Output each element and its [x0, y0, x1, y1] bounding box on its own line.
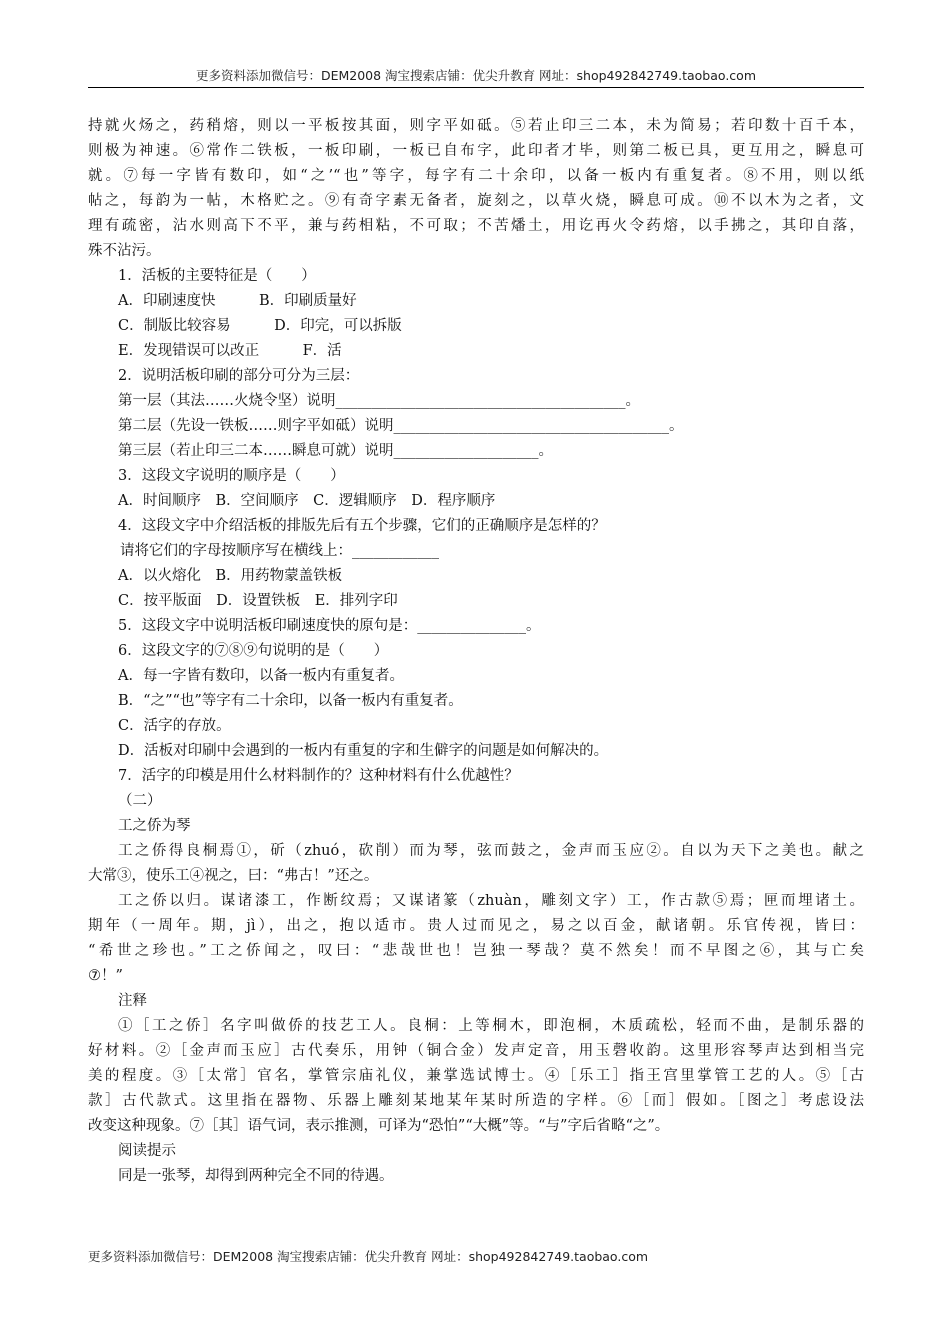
question-7: 7．活字的印模是用什么材料制作的？这种材料有什么优越性？ [118, 768, 519, 784]
question-option: A．时间顺序 B．空间顺序 C．逻辑顺序 D．程序顺序 [118, 493, 496, 509]
question-4: 4．这段文字中介绍活板的排版先后有五个步骤，它们的正确顺序是怎样的？ [118, 518, 606, 534]
questions [88, 264, 864, 789]
notes-heading: 注释 [118, 993, 147, 1009]
note-line: 款］古代款式。这里指在器物、乐器上雕刻某地某年某时所造的字样。⑥［而］假如。［图之］考虑设法 [88, 1093, 864, 1109]
question-option: A．每一字皆有数印，以备一板内有重复者。 [118, 668, 404, 684]
question-2: 2．说明活板印刷的部分可分为三层： [118, 368, 360, 384]
text-line: 工之侨得良桐焉①，斫（zhuó，砍削）而为琴，弦而鼓之，金声而玉应②。自以为天下之美也。献之 [118, 843, 864, 859]
passage-2 [88, 839, 864, 989]
question-blank-line: 第一层（其法……火烧令坚）说明________________________________________。 [118, 393, 640, 409]
question-blank-line: 第三层（若止印三二本……瞬息可就）说明____________________。 [118, 443, 553, 459]
text-line: 则极为神速。⑥常作二铁板，一板印刷，一板已自布字，此印者才毕，则第二板已具，更互用之，瞬息可 [88, 143, 864, 159]
question-option: E．发现错误可以改正 F．活 [118, 343, 342, 359]
question-option: B．“之”“也”等字有二十余印，以备一板内有重复者。 [118, 693, 463, 709]
hint-text: 同是一张琴，却得到两种完全不同的待遇。 [118, 1168, 394, 1184]
note-line: 美的程度。③［太常］官名，掌管宗庙礼仪，兼掌选试博士。④［乐工］指王宫里掌管工艺的人。⑤［古 [88, 1068, 864, 1084]
text-line: 帖之，每韵为一帖，木格贮之。⑨有奇字素无备者，旋刻之，以草火烧，瞬息可成。⑩不以木为之者，文 [88, 193, 864, 209]
question-option: C．制版比较容易 D．印完，可以拆版 [118, 318, 402, 334]
text-line: 工之侨以归。谋诸漆工，作断纹焉；又谋诸篆（zhuàn，雕刻文字）工，作古款⑤焉；匣而埋诸土。 [118, 893, 864, 909]
question-6: 6．这段文字的⑦⑧⑨句说明的是（ ） [118, 643, 389, 659]
question-3: 3．这段文字说明的顺序是（ ） [118, 468, 345, 484]
text-line: 持就火炀之，药稍熔，则以一平板按其面，则字平如砥。⑤若止印三二本，未为简易；若印数十百千本， [88, 118, 864, 134]
text-line: 大常③，使乐工④视之，曰：“弗古！”还之。 [88, 868, 379, 884]
question-1: 1．活板的主要特征是（ ） [118, 268, 316, 284]
text-line: 殊不沾污。 [88, 243, 161, 259]
section-title: 工之侨为琴 [118, 818, 191, 834]
document-body [88, 114, 864, 1189]
question-blank-line: 第二层（先设一铁板……则字平如砥）说明______________________________________。 [118, 418, 684, 434]
question-option: C．活字的存放。 [118, 718, 231, 734]
text-line: 期年（一周年。期，jì），出之，抱以适市。贵人过而见之，易之以百金，献诸朝。乐官传视，皆曰： [88, 918, 864, 934]
text-line: ⑦！” [88, 968, 123, 984]
text-line: “希世之珍也。”工之侨闻之，叹曰：“悲哉世也！岂独一琴哉？莫不然矣！而不早图之⑥，其与亡矣 [88, 943, 864, 959]
passage-1 [88, 114, 864, 264]
section-label: （二） [118, 793, 162, 809]
note-line: ①［工之侨］名字叫做侨的技艺工人。良桐：上等桐木，即泡桐，木质疏松，轻而不曲，是制乐器的 [118, 1018, 864, 1034]
header-rule [88, 87, 864, 88]
note-line: 改变这种现象。⑦［其］语气词，表示推测，可译为“恐怕”“大概”等。“与”字后省略“之”。 [88, 1118, 670, 1134]
text-line: 理有疏密，沾水则高下不平，兼与药相粘，不可取；不苦燔土，用讫再火令药熔，以手拂之，其印自落， [88, 218, 864, 234]
text-line: 就。⑦每一字皆有数印，如“之’“也”等字，每字有二十余印，以备一板内有重复者。⑧不用，则以纸 [88, 168, 864, 184]
hint-heading: 阅读提示 [118, 1143, 176, 1159]
page-footer: 更多资料添加微信号：DEM2008 淘宝搜索店铺：优尖升教育 网址：shop492842749.taobao.com [88, 1249, 649, 1264]
question-option: A．印刷速度快 B．印刷质量好 [118, 293, 357, 309]
question-option: A．以火熔化 B．用药物蒙盖铁板 [118, 568, 343, 584]
question-option: C．按平版面 D．设置铁板 E．排列字印 [118, 593, 398, 609]
notes [88, 1014, 864, 1139]
question-5: 5．这段文字中说明活板印刷速度快的原句是：_______________。 [118, 618, 541, 634]
question-option: D．活板对印刷中会遇到的一板内有重复的字和生僻字的问题是如何解决的。 [118, 743, 609, 759]
page-header: 更多资料添加微信号：DEM2008 淘宝搜索店铺：优尖升教育 网址：shop492842749.taobao.com [195, 68, 757, 83]
note-line: 好材料。②［金声而玉应］古代奏乐，用钟（铜合金）发声定音，用玉磬收韵。这里形容琴声达到相当完 [88, 1043, 864, 1059]
question-blank-line: 请将它们的字母按顺序写在横线上：____________ [120, 543, 439, 559]
